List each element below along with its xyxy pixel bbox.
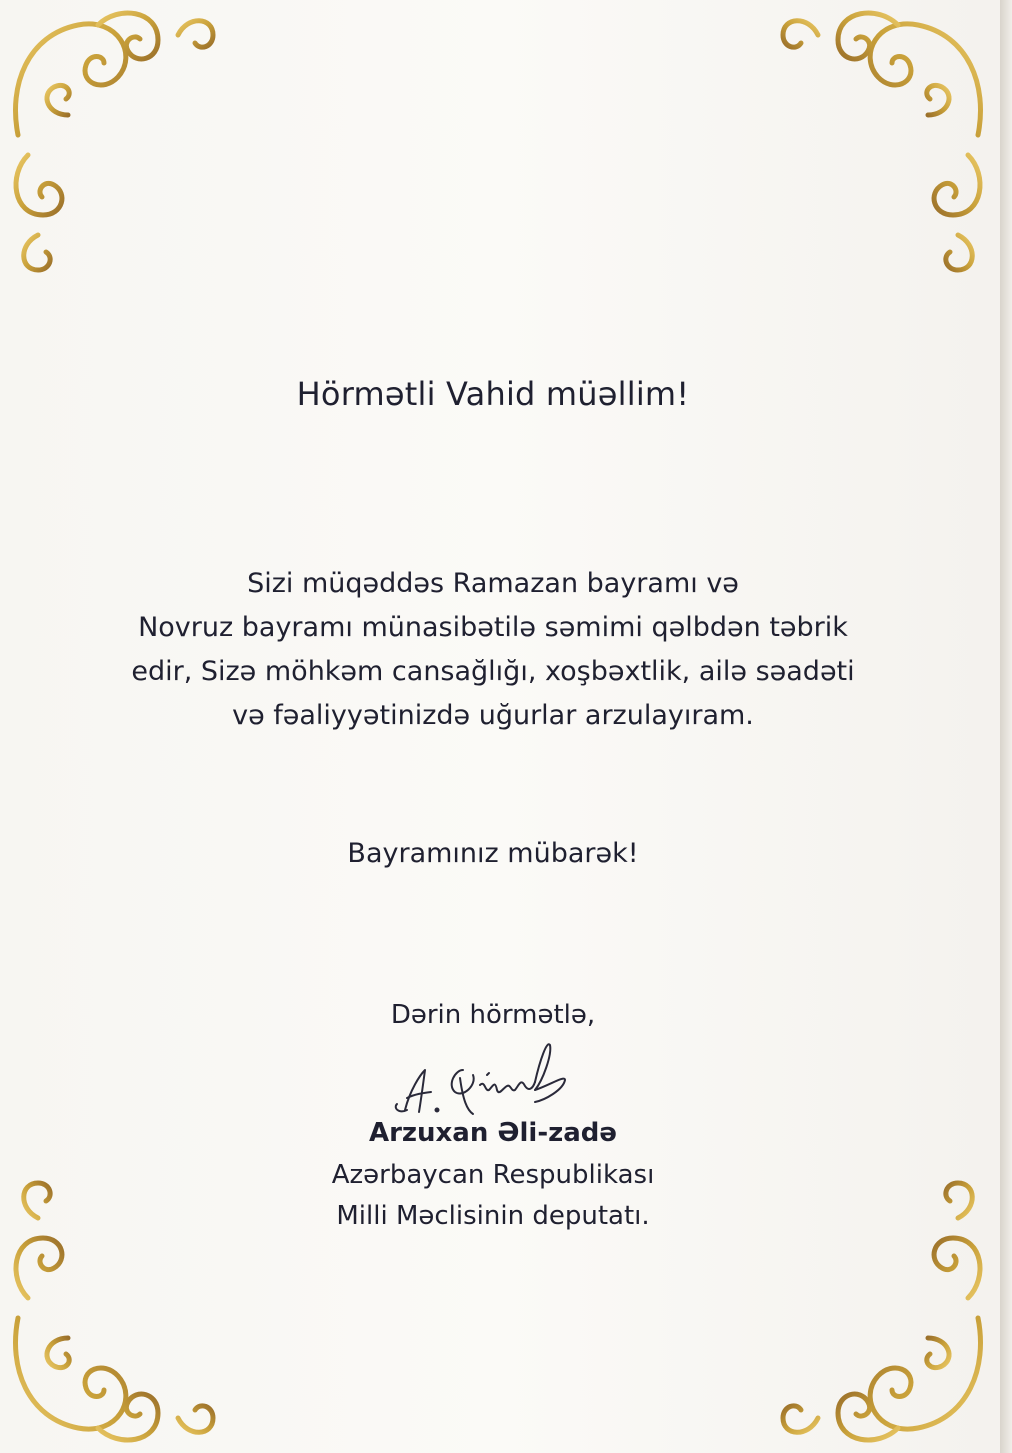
handwritten-signature-icon xyxy=(385,1030,575,1125)
body-line: Sizi müqəddəs Ramazan bayramı və xyxy=(247,568,739,599)
body-line: edir, Sizə möhkəm cansağlığı, xoşbəxtlik, ailə səadəti xyxy=(131,656,855,687)
body-line: Novruz bayramı münasibətilə səmimi qəlbdən təbrik xyxy=(138,612,848,643)
letter-body xyxy=(0,562,986,738)
body-line: və fəaliyyətinizdə uğurlar arzulayıram. xyxy=(232,700,754,731)
greeting-heading: Hörmətli Vahid müəllim! xyxy=(296,375,690,413)
page-edge xyxy=(1000,0,1012,1453)
signer-title: Milli Məclisinin deputatı. xyxy=(336,1201,650,1231)
signer-name: Arzuxan Əli-zadə xyxy=(368,1118,618,1148)
closing-phrase: Dərin hörmətlə, xyxy=(390,1000,596,1030)
signer-title: Azərbaycan Respublikası xyxy=(331,1160,655,1190)
holiday-wish: Bayramınız mübarək! xyxy=(347,838,639,869)
